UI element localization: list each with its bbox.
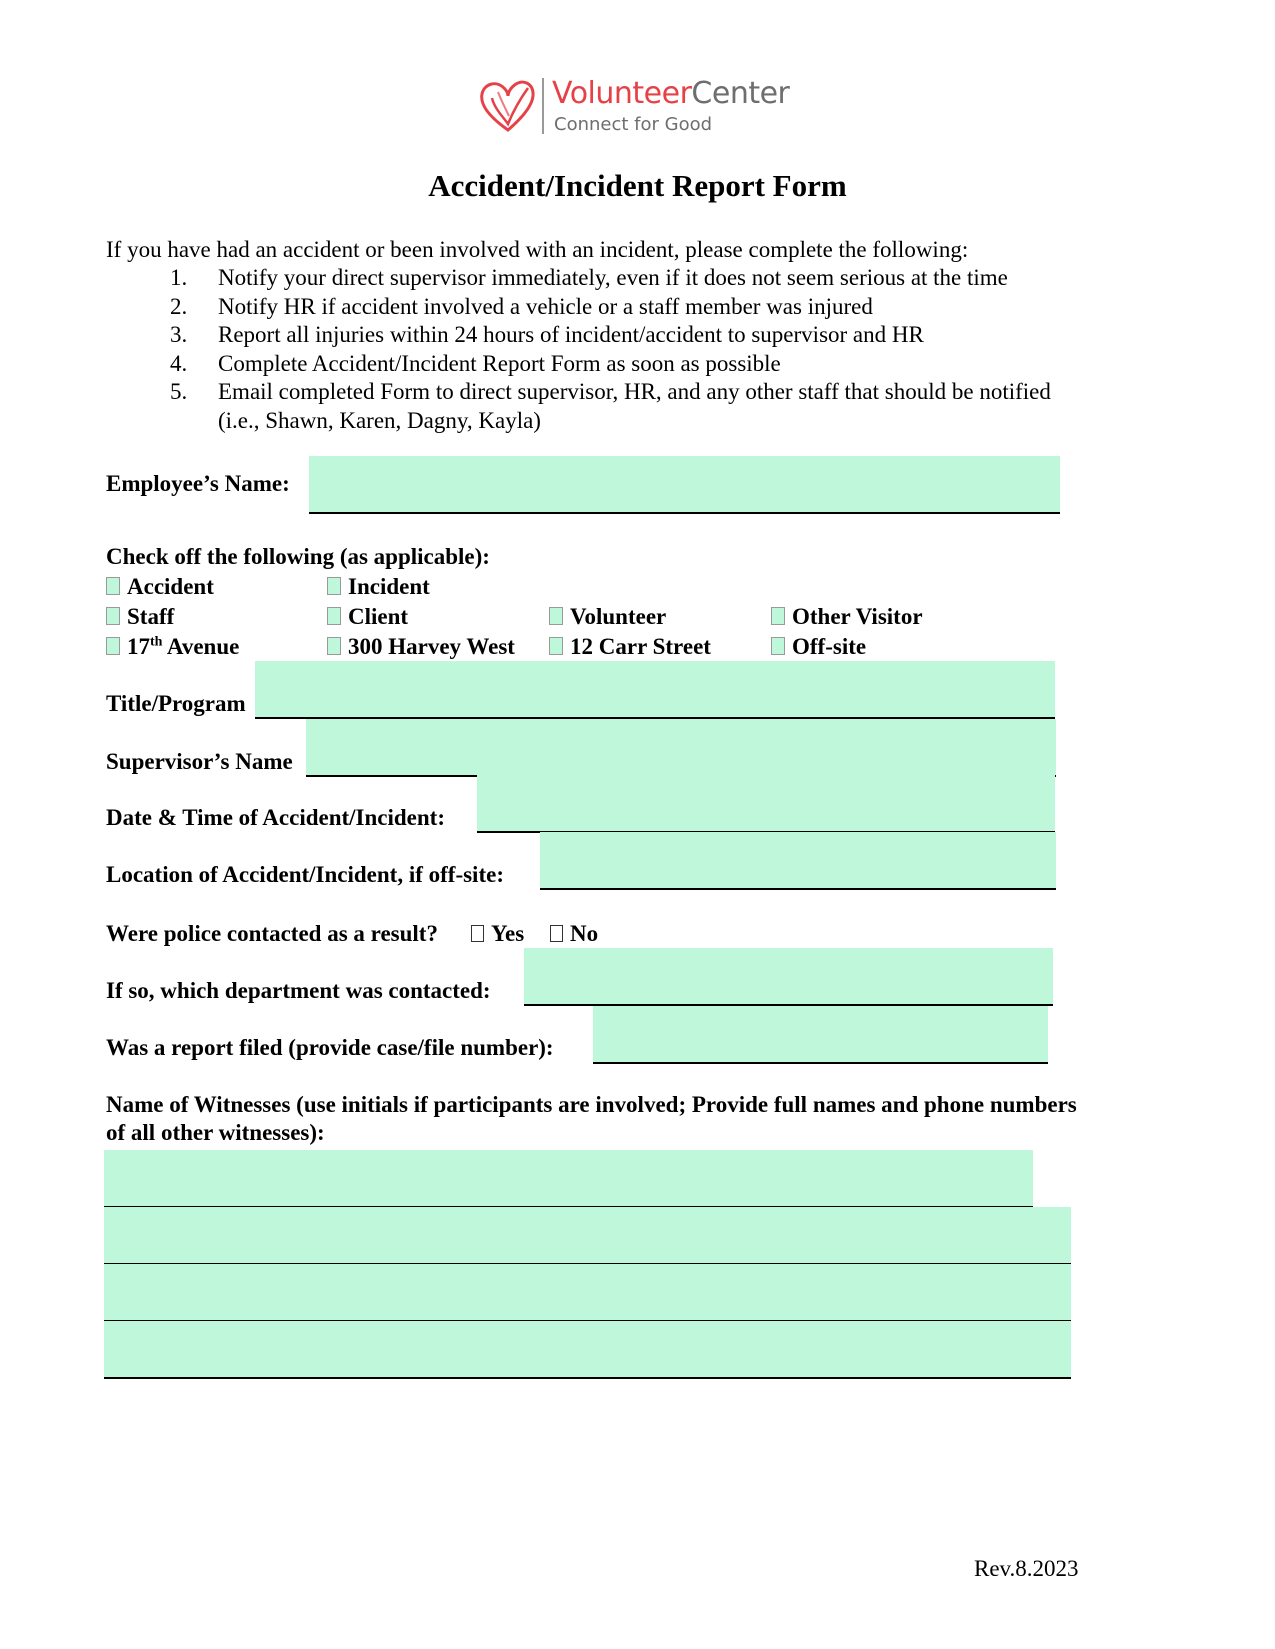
checkbox-icon: [327, 607, 341, 625]
yes-label: Yes: [491, 921, 525, 946]
report-filed-label: Was a report filed (provide case/file number):: [106, 1035, 554, 1060]
supervisor-name-label: Supervisor’s Name: [106, 749, 293, 774]
logo-name: [552, 76, 789, 112]
volunteer-center-logo: [478, 76, 818, 140]
supervisor-name-field[interactable]: [306, 719, 1056, 777]
other-visitor-checkbox[interactable]: [771, 603, 923, 631]
off-site-checkbox[interactable]: [771, 633, 866, 661]
checkbox-icon: [771, 637, 785, 655]
client-checkbox[interactable]: [327, 603, 408, 631]
checkbox-icon: [327, 577, 341, 595]
no-label: No: [570, 921, 599, 946]
staff-label: Staff: [127, 604, 175, 629]
instruction-item: [170, 293, 1051, 322]
location-field[interactable]: [540, 832, 1056, 890]
witnesses-label-line2: of all other witnesses):: [106, 1120, 325, 1145]
accident-label: Accident: [127, 574, 214, 599]
accident-checkbox[interactable]: [106, 573, 214, 601]
checkbox-icon: [549, 607, 563, 625]
instruction-item: [170, 321, 1051, 350]
avenue-checkbox[interactable]: [106, 633, 239, 661]
harvey-west-checkbox[interactable]: [327, 633, 515, 661]
page-title: Accident/Incident Report Form: [428, 168, 847, 203]
logo-divider: [542, 78, 544, 134]
instruction-number: 4.: [170, 350, 188, 376]
date-time-label: Date & Time of Accident/Incident:: [106, 805, 446, 830]
department-field[interactable]: [524, 948, 1053, 1006]
witness-line-1-field[interactable]: [104, 1150, 1033, 1208]
police-question-text: Were police contacted as a result?: [106, 921, 438, 946]
incident-checkbox[interactable]: [327, 573, 430, 601]
check-heading: Check off the following (as applicable):: [106, 544, 490, 569]
witness-line-4-field[interactable]: [104, 1321, 1071, 1379]
instruction-text: Notify HR if accident involved a vehicle or a staff member was injured: [218, 293, 873, 319]
witness-line-2-field[interactable]: [104, 1207, 1071, 1265]
off-site-label: Off-site: [792, 634, 867, 659]
client-label: Client: [348, 604, 409, 629]
police-yes-checkbox[interactable]: [471, 920, 524, 948]
instruction-text: Report all injuries within 24 hours of incident/accident to supervisor and HR: [218, 322, 924, 347]
instruction-text: (i.e., Shawn, Karen, Dagny, Kayla): [218, 407, 541, 433]
instruction-item: [170, 264, 1051, 293]
logo-name-part2: Center: [691, 76, 790, 111]
instruction-number: 3.: [170, 322, 188, 347]
avenue-number: 17: [127, 634, 150, 659]
instruction-item: [170, 350, 1051, 379]
checkbox-icon: [106, 577, 120, 595]
other-visitor-label: Other Visitor: [792, 604, 923, 629]
date-time-field[interactable]: [477, 775, 1055, 833]
checkbox-icon: [106, 607, 120, 625]
incident-label: Incident: [348, 574, 430, 599]
instruction-text: Complete Accident/Incident Report Form as soon as possible: [218, 350, 781, 376]
carr-street-label: 12 Carr Street: [570, 634, 711, 659]
logo-name-part1: Volunteer: [552, 76, 692, 111]
instruction-text: Email completed Form to direct supervisor, HR, and any other staff that should be notified: [218, 379, 1051, 404]
employee-name-field[interactable]: [309, 456, 1060, 514]
witness-line-3-field[interactable]: [104, 1264, 1071, 1322]
checkbox-icon: [471, 925, 484, 942]
checkbox-icon: [106, 637, 120, 655]
instruction-number: 2.: [170, 293, 188, 319]
instruction-text: Notify your direct supervisor immediately, even if it does not seem serious at the time: [218, 265, 1008, 290]
report-filed-field[interactable]: [593, 1006, 1048, 1064]
staff-checkbox[interactable]: [106, 603, 174, 631]
location-label: Location of Accident/Incident, if off-site:: [106, 862, 504, 887]
instruction-number: 5.: [170, 379, 188, 404]
employee-name-label: Employee’s Name:: [106, 471, 290, 496]
logo-tagline: Connect for Good: [554, 114, 713, 135]
avenue-suffix: th: [150, 634, 163, 650]
intro-text: If you have had an accident or been involved with an incident, please complete the following:: [106, 237, 969, 262]
avenue-label: Avenue: [162, 634, 240, 659]
instruction-item: [170, 407, 1051, 436]
revision-label: Rev.8.2023: [974, 1556, 1079, 1581]
checkbox-icon: [771, 607, 785, 625]
police-no-checkbox[interactable]: [550, 920, 598, 948]
checkbox-icon: [550, 925, 563, 942]
title-program-label: Title/Program: [106, 691, 246, 716]
instruction-item: [170, 378, 1051, 407]
witnesses-label-line1: Name of Witnesses (use initials if participants are involved; Provide full names and phone numbers: [106, 1092, 1077, 1117]
instruction-list: [170, 264, 1051, 435]
department-label: If so, which department was contacted:: [106, 978, 491, 1003]
instruction-number: [170, 407, 218, 436]
volunteer-checkbox[interactable]: [549, 603, 666, 631]
checkbox-icon: [327, 637, 341, 655]
heart-logo-icon: [478, 76, 538, 136]
volunteer-label: Volunteer: [570, 604, 667, 629]
title-program-field[interactable]: [255, 661, 1055, 719]
instruction-number: 1.: [170, 265, 188, 290]
police-question: [106, 920, 438, 948]
carr-street-checkbox[interactable]: [549, 633, 711, 661]
checkbox-icon: [549, 637, 563, 655]
harvey-west-label: 300 Harvey West: [348, 634, 515, 659]
